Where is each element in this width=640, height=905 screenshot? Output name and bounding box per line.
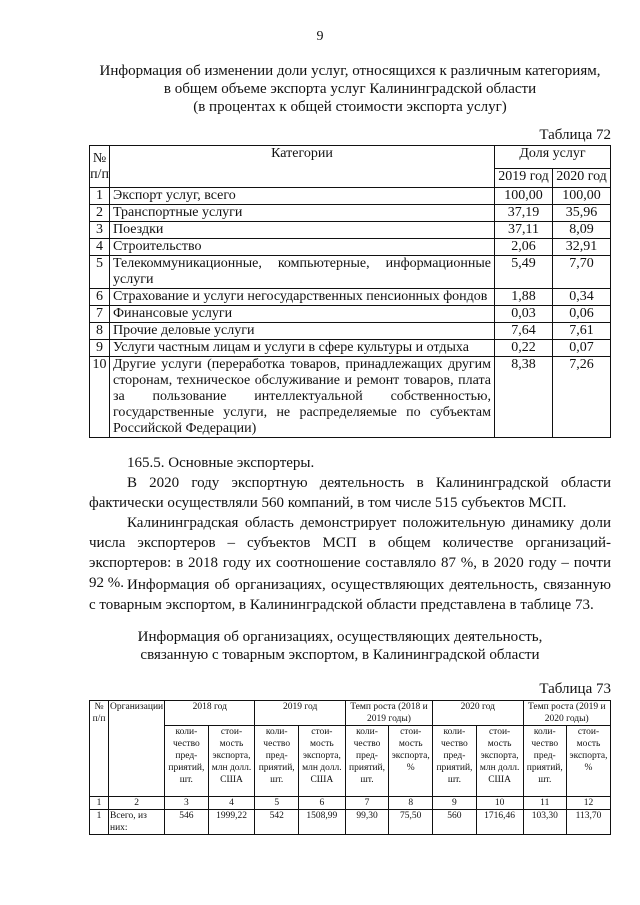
section-title: 165.5. Основные экспортеры. <box>127 455 315 471</box>
row-2019-value: 37,11 <box>495 222 553 239</box>
table72-caption: Таблица 72 <box>539 127 611 143</box>
table-72 <box>89 145 611 438</box>
subheader-value: стои-мость экспорта, млн долл. США <box>298 726 345 797</box>
row-2020-value: 32,91 <box>553 239 611 256</box>
column-numbers-row <box>90 797 611 810</box>
cell-v2018: 1999,22 <box>208 810 255 835</box>
cell-gc1819: 99,30 <box>345 810 388 835</box>
heading-line: Информация об организациях, осуществляющих деятельность, <box>137 629 543 645</box>
cell-n: 1 <box>90 810 109 835</box>
row-category: Страхование и услуги негосударственных пенсионных фондов <box>110 289 495 306</box>
column-number: 1 <box>90 797 109 810</box>
page-number: 9 <box>316 29 324 44</box>
cell-c2019: 542 <box>255 810 298 835</box>
row-category: Поездки <box>110 222 495 239</box>
column-number: 7 <box>345 797 388 810</box>
table-row <box>90 289 611 306</box>
column-number: 9 <box>433 797 476 810</box>
row-number: 9 <box>90 340 110 357</box>
cell-org: Всего, из них: <box>109 810 165 835</box>
header-num: № п/п <box>90 146 110 188</box>
table73-heading <box>40 628 640 664</box>
row-2020-value: 7,70 <box>553 256 611 289</box>
header-2020: 2020 год <box>553 169 611 188</box>
cell-gc1920: 103,30 <box>523 810 566 835</box>
header-share: Доля услуг <box>495 146 611 169</box>
table-row <box>90 256 611 289</box>
column-number: 12 <box>567 797 611 810</box>
row-number: 6 <box>90 289 110 306</box>
row-2019-value: 37,19 <box>495 205 553 222</box>
table-row <box>90 205 611 222</box>
paragraph-2: Калининградская область демонстрирует положительную динамику доли числа экспортеров – субъектов МСП в общем количестве организаций-экспортеров: в 2018 году их соотношение составляло 87 %, в 2020 году – почти 92 %. <box>89 515 611 591</box>
header-2019: 2019 год <box>255 701 345 726</box>
row-2019-value: 100,00 <box>495 188 553 205</box>
row-category: Другие услуги (переработка товаров, принадлежащих другим сторонам, техническое обслуживание и ремонт товаров, плата за пользование интеллектуальной собственностью, государственные услуги, не распределяемые по субъектам Российской Федерации) <box>110 357 495 438</box>
row-number: 10 <box>90 357 110 438</box>
row-2020-value: 35,96 <box>553 205 611 222</box>
table-row <box>90 810 611 835</box>
column-number: 4 <box>208 797 255 810</box>
heading-line: (в процентах к общей стоимости экспорта услуг) <box>193 99 507 115</box>
heading-line: в общем объеме экспорта услуг Калининградской области <box>163 81 537 97</box>
table-row <box>90 357 611 438</box>
cell-v2019: 1508,99 <box>298 810 345 835</box>
table72-heading <box>60 62 640 116</box>
subheader-count-pct: коли-чество пред-приятий, шт. <box>523 726 566 797</box>
column-number: 3 <box>165 797 208 810</box>
subheader-count: коли-чество пред-приятий, шт. <box>255 726 298 797</box>
header-2020: 2020 год <box>433 701 523 726</box>
row-category: Транспортные услуги <box>110 205 495 222</box>
table73-caption: Таблица 73 <box>539 681 611 697</box>
table-row <box>90 340 611 357</box>
cell-c2018: 546 <box>165 810 208 835</box>
paragraph-1: В 2020 году экспортную деятельность в Калининградской области фактически осуществляли 560 компаний, в том числе 515 субъектов МСП. <box>89 475 611 511</box>
heading-line: Информация об изменении доли услуг, относящихся к различным категориям, <box>99 63 601 79</box>
column-number: 10 <box>476 797 523 810</box>
subheader-value: стои-мость экспорта, млн долл. США <box>208 726 255 797</box>
row-category: Услуги частным лицам и услуги в сфере культуры и отдыха <box>110 340 495 357</box>
header-growth-1920: Темп роста (2019 и 2020 годы) <box>523 701 610 726</box>
row-number: 2 <box>90 205 110 222</box>
subheader-count: коли-чество пред-приятий, шт. <box>433 726 476 797</box>
row-number: 5 <box>90 256 110 289</box>
cell-gv1819: 75,50 <box>389 810 433 835</box>
header-growth-1819: Темп роста (2018 и 2019 годы) <box>345 701 432 726</box>
column-number: 2 <box>109 797 165 810</box>
row-number: 7 <box>90 306 110 323</box>
table-row <box>90 239 611 256</box>
row-2020-value: 100,00 <box>553 188 611 205</box>
column-number: 11 <box>523 797 566 810</box>
row-2020-value: 0,06 <box>553 306 611 323</box>
row-2019-value: 8,38 <box>495 357 553 438</box>
table-row <box>90 306 611 323</box>
row-2019-value: 0,22 <box>495 340 553 357</box>
heading-line: связанную с товарным экспортом, в Калининградской области <box>140 647 540 663</box>
table-row <box>90 188 611 205</box>
subheader-count-pct: коли-чество пред-приятий, шт. <box>345 726 388 797</box>
subheader-value: стои-мость экспорта, млн долл. США <box>476 726 523 797</box>
column-number: 8 <box>389 797 433 810</box>
row-2020-value: 7,61 <box>553 323 611 340</box>
row-2019-value: 0,03 <box>495 306 553 323</box>
header-org: Организации <box>109 701 165 797</box>
row-2019-value: 2,06 <box>495 239 553 256</box>
subheader-value-pct: стои-мость экспорта, % <box>389 726 433 797</box>
row-number: 4 <box>90 239 110 256</box>
column-number: 6 <box>298 797 345 810</box>
cell-c2020: 560 <box>433 810 476 835</box>
row-2020-value: 7,26 <box>553 357 611 438</box>
row-category: Телекоммуникационные, компьютерные, информационные услуги <box>110 256 495 289</box>
table-73 <box>89 700 611 835</box>
row-category: Прочие деловые услуги <box>110 323 495 340</box>
row-2019-value: 7,64 <box>495 323 553 340</box>
header-2019: 2019 год <box>495 169 553 188</box>
row-category: Строительство <box>110 239 495 256</box>
row-number: 3 <box>90 222 110 239</box>
row-2019-value: 5,49 <box>495 256 553 289</box>
row-2020-value: 0,34 <box>553 289 611 306</box>
row-2020-value: 0,07 <box>553 340 611 357</box>
row-number: 1 <box>90 188 110 205</box>
header-category: Категории <box>110 146 495 188</box>
row-category: Экспорт услуг, всего <box>110 188 495 205</box>
header-2018: 2018 год <box>165 701 255 726</box>
header-num: № п/п <box>90 701 109 797</box>
row-2020-value: 8,09 <box>553 222 611 239</box>
table-row <box>90 323 611 340</box>
row-category: Финансовые услуги <box>110 306 495 323</box>
cell-gv1920: 113,70 <box>567 810 611 835</box>
cell-v2020: 1716,46 <box>476 810 523 835</box>
paragraph-3: Информация об организациях, осуществляющих деятельность, связанную с товарным экспортом, в Калининградской области представлена в таблице 73. <box>89 577 611 613</box>
subheader-value-pct: стои-мость экспорта, % <box>567 726 611 797</box>
row-number: 8 <box>90 323 110 340</box>
subheader-count: коли-чество пред-приятий, шт. <box>165 726 208 797</box>
table-row <box>90 222 611 239</box>
row-2019-value: 1,88 <box>495 289 553 306</box>
column-number: 5 <box>255 797 298 810</box>
